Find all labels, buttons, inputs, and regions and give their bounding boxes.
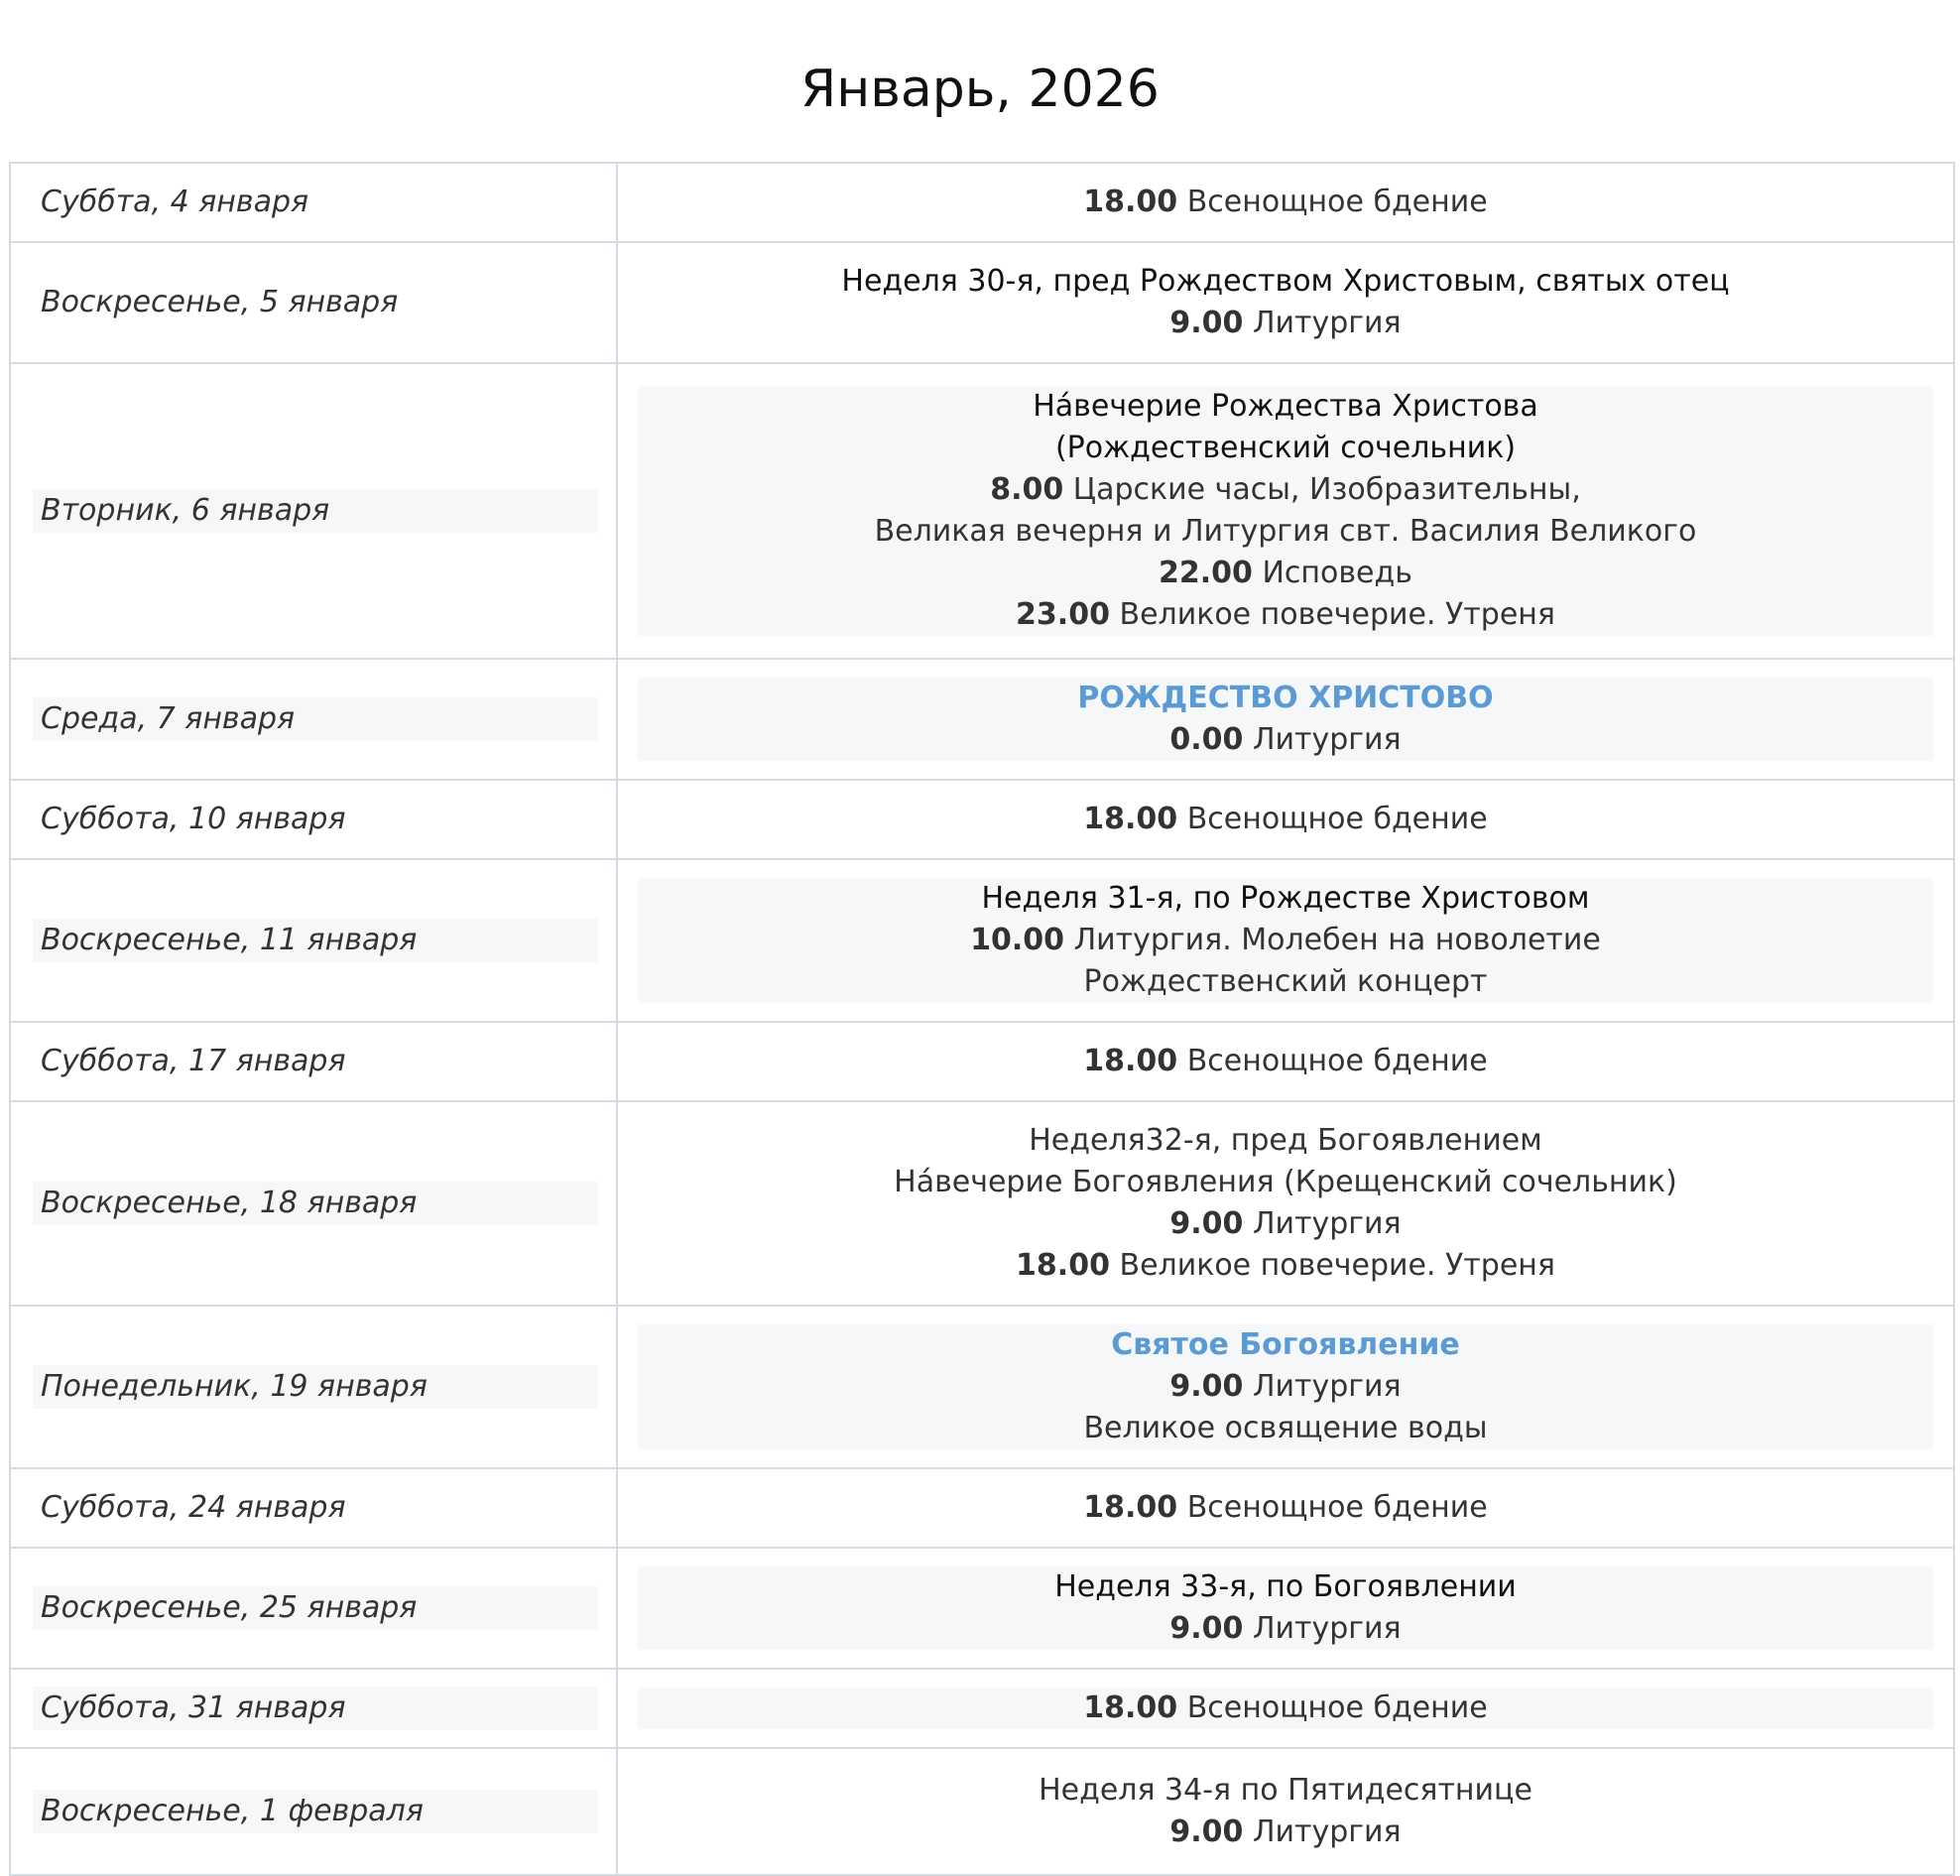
day-heading: Нáвечерие Рождества Христова <box>1033 389 1538 424</box>
service-date: Суббта, 4 января <box>41 185 309 219</box>
events-list <box>638 1770 1933 1853</box>
service-line <box>638 1688 1933 1729</box>
service-date: Суббота, 31 января <box>33 1687 598 1730</box>
date-cell <box>10 1022 617 1101</box>
feast-title: Святое Богоявление <box>1111 1327 1460 1362</box>
service-date: Понедельник, 19 января <box>33 1365 598 1409</box>
service-text: Литургия <box>1243 1814 1402 1849</box>
service-line <box>638 553 1933 594</box>
table-row <box>10 1101 1954 1306</box>
events-list <box>638 1566 1933 1650</box>
service-date: Вторник, 6 января <box>33 489 598 533</box>
table-row <box>10 363 1954 659</box>
feast-title: РОЖДЕСТВО ХРИСТОВО <box>1077 681 1494 715</box>
date-cell <box>10 859 617 1022</box>
day-heading: Неделя 34-я по Пятидесятнице <box>1039 1773 1532 1808</box>
service-text: Литургия <box>1243 1369 1402 1404</box>
events-cell <box>617 163 1954 242</box>
service-time: 18.00 <box>1083 185 1178 219</box>
events-list <box>638 678 1933 761</box>
service-text: Литургия <box>1243 306 1402 340</box>
service-text: Литургия. Молебен на новолетие <box>1064 923 1601 957</box>
service-text: Литургия <box>1243 1206 1402 1241</box>
service-time: 18.00 <box>1083 802 1178 836</box>
table-row <box>10 859 1954 1022</box>
table-row <box>10 1468 1954 1548</box>
date-cell <box>10 1669 617 1748</box>
service-line <box>638 1487 1933 1529</box>
day-heading: Неделя32-я, пред Богоявлением <box>1029 1123 1542 1158</box>
day-heading: (Рождественский сочельник) <box>1054 431 1517 465</box>
service-line <box>638 594 1933 636</box>
events-cell <box>617 659 1954 780</box>
service-date: Среда, 7 января <box>33 697 598 741</box>
service-text: Всенощное бдение <box>1177 802 1488 836</box>
date-cell <box>10 163 617 242</box>
service-date: Воскресенье, 11 января <box>33 919 598 962</box>
service-text: Всенощное бдение <box>1177 1690 1488 1725</box>
table-row <box>10 1306 1954 1468</box>
events-list <box>638 1688 1933 1729</box>
events-list <box>638 1041 1933 1082</box>
events-cell <box>617 1748 1954 1875</box>
events-list <box>638 799 1933 840</box>
events-cell <box>617 1548 1954 1669</box>
events-cell <box>617 1306 1954 1468</box>
table-row <box>10 1548 1954 1669</box>
service-date: Суббота, 24 января <box>41 1490 346 1525</box>
date-cell <box>10 1548 617 1669</box>
service-time: 9.00 <box>1169 1369 1244 1404</box>
service-line <box>638 799 1933 840</box>
events-list <box>638 261 1933 344</box>
service-time: 8.00 <box>990 472 1064 507</box>
service-line: Великое освящение воды <box>1083 1411 1488 1445</box>
service-text: Царские часы, Изобразительны, <box>1063 472 1581 507</box>
service-date: Воскресенье, 18 января <box>33 1182 598 1225</box>
service-line <box>638 719 1933 761</box>
service-date: Воскресенье, 1 февраля <box>33 1790 598 1833</box>
table-row <box>10 780 1954 859</box>
service-time: 18.00 <box>1016 1248 1110 1283</box>
events-list <box>638 1487 1933 1529</box>
service-line <box>638 1041 1933 1082</box>
service-line <box>638 1608 1933 1650</box>
table-row <box>10 1022 1954 1101</box>
service-time: 9.00 <box>1169 306 1244 340</box>
service-line <box>638 469 1933 511</box>
service-text: Великое повечерие. Утреня <box>1109 597 1555 632</box>
events-cell <box>617 1101 1954 1306</box>
date-cell <box>10 1748 617 1875</box>
day-heading: Неделя 31-я, по Рождестве Христовом <box>981 881 1590 916</box>
service-time: 18.00 <box>1083 1044 1178 1078</box>
date-cell <box>10 659 617 780</box>
service-time: 23.00 <box>1016 597 1110 632</box>
service-time: 9.00 <box>1169 1206 1244 1241</box>
service-date: Суббота, 10 января <box>41 802 346 836</box>
service-text: Великое повечерие. Утреня <box>1109 1248 1555 1283</box>
events-list <box>638 1120 1933 1287</box>
service-line <box>638 1366 1933 1408</box>
events-cell <box>617 363 1954 659</box>
date-cell <box>10 1306 617 1468</box>
events-cell <box>617 1468 1954 1548</box>
service-line <box>638 182 1933 223</box>
service-time: 0.00 <box>1169 722 1244 757</box>
events-cell <box>617 1669 1954 1748</box>
service-time: 9.00 <box>1169 1814 1244 1849</box>
service-text: Всенощное бдение <box>1177 185 1488 219</box>
service-text: Литургия <box>1243 1611 1402 1646</box>
service-text: Исповедь <box>1252 556 1412 590</box>
service-line <box>638 303 1933 344</box>
events-list <box>638 386 1933 636</box>
service-time: 18.00 <box>1083 1690 1178 1725</box>
service-text: Литургия <box>1243 722 1402 757</box>
events-cell <box>617 780 1954 859</box>
events-cell <box>617 242 1954 363</box>
date-cell <box>10 242 617 363</box>
table-row <box>10 1748 1954 1875</box>
service-time: 9.00 <box>1169 1611 1244 1646</box>
table-row <box>10 659 1954 780</box>
events-list <box>638 1324 1933 1449</box>
service-time: 22.00 <box>1159 556 1253 590</box>
day-heading: Неделя 33-я, по Богоявлении <box>1054 1569 1517 1604</box>
date-cell <box>10 780 617 859</box>
service-date: Суббота, 17 января <box>41 1044 346 1078</box>
table-row <box>10 242 1954 363</box>
service-time: 18.00 <box>1083 1490 1178 1525</box>
service-line <box>638 1203 1933 1245</box>
schedule-table <box>9 162 1955 1876</box>
service-line: Рождественский концерт <box>1083 964 1488 999</box>
service-text: Всенощное бдение <box>1177 1490 1488 1525</box>
service-text: Всенощное бдение <box>1177 1044 1488 1078</box>
table-row <box>10 163 1954 242</box>
date-cell <box>10 1468 617 1548</box>
service-line <box>638 920 1933 961</box>
day-heading: Нáвечерие Богоявления (Крещенский сочельник) <box>894 1165 1677 1199</box>
events-list <box>638 182 1933 223</box>
events-cell <box>617 1022 1954 1101</box>
date-cell <box>10 1101 617 1306</box>
table-row <box>10 1669 1954 1748</box>
service-date: Воскресенье, 25 января <box>33 1586 598 1630</box>
page-title: Январь, 2026 <box>800 60 1160 119</box>
service-line: Великая вечерня и Литургия свт. Василия Великого <box>874 514 1697 549</box>
service-line <box>638 1812 1933 1853</box>
events-list <box>638 878 1933 1003</box>
service-date: Воскресенье, 5 января <box>41 285 399 319</box>
day-heading: Неделя 30-я, пред Рождеством Христовым, святых отец <box>841 264 1730 299</box>
service-line <box>638 1245 1933 1287</box>
events-cell <box>617 859 1954 1022</box>
date-cell <box>10 363 617 659</box>
service-time: 10.00 <box>970 923 1065 957</box>
